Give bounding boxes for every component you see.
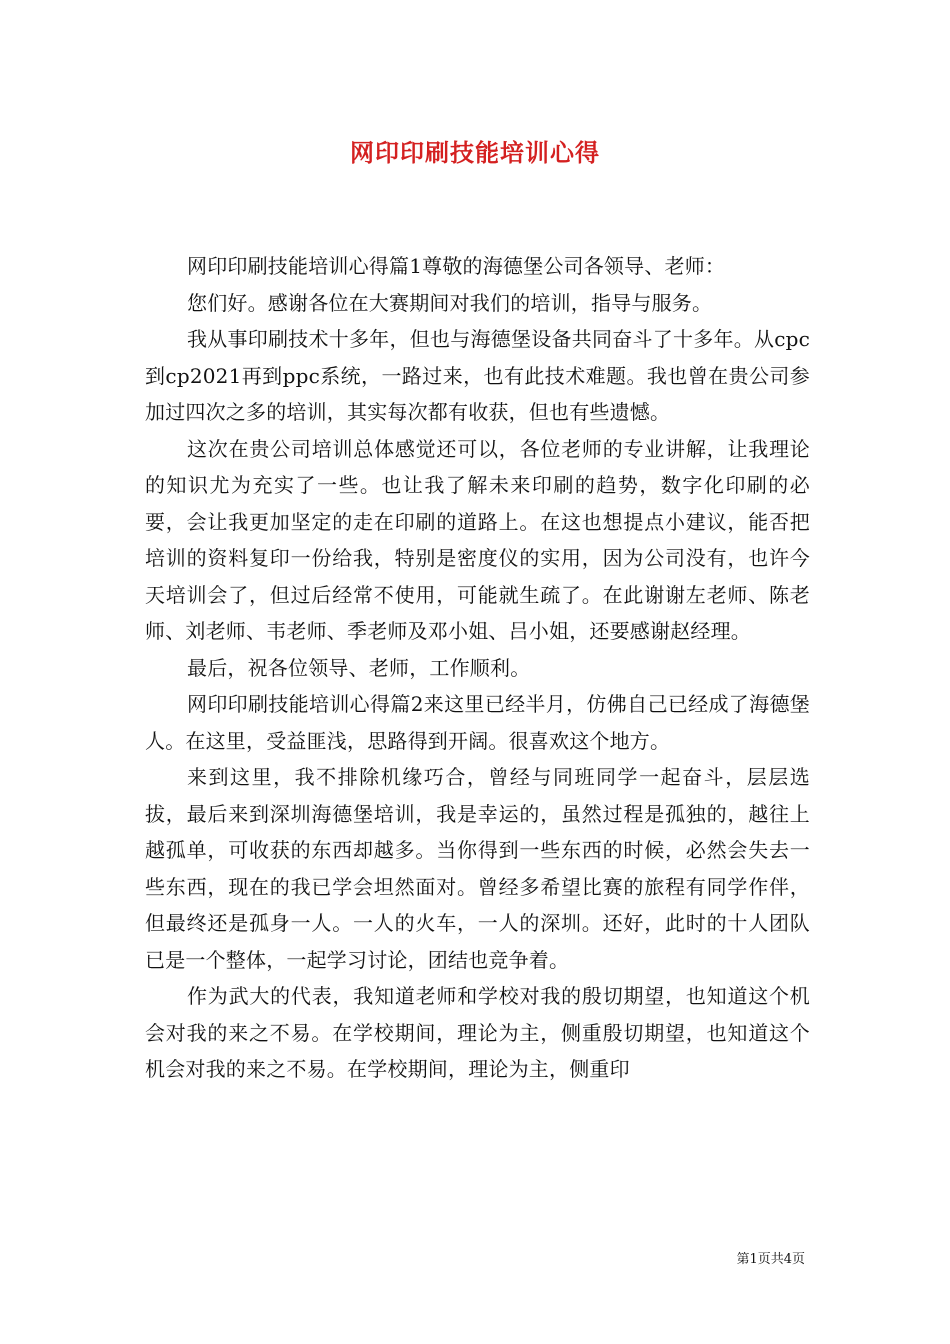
paragraph: 作为武大的代表，我知道老师和学校对我的殷切期望，也知道这个机会对我的来之不易。在学校期间，理论为主，侧重殷切期望，也知道这个机会对我的来之不易。在学校期间，理论为主，侧重印 [145, 984, 810, 1081]
paragraph: 网印印刷技能培训心得篇1尊敬的海德堡公司各领导、老师： [187, 254, 726, 278]
paragraph: 最后，祝各位领导、老师，工作顺利。 [187, 655, 531, 680]
paragraph: 来到这里，我不排除机缘巧合，曾经与同班同学一起奋斗，层层选拔，最后来到深圳海德堡培训，我是幸运的，虽然过程是孤独的，越往上越孤单，可收获的东西却越多。当你得到一些东西的时候，必然会失去一些东西，现在的我已学会坦然面对。曾经多希望比赛的旅程有同学作伴，但最终还是孤身一人。一人的火车，一人的深圳。还好，此时的十人团队已是一个整体，一起学习讨论，团结也竞争着。 [145, 765, 810, 972]
paragraph: 您们好。感谢各位在大赛期间对我们的培训，指导与服务。 [187, 290, 713, 315]
paragraph: 网印印刷技能培训心得篇2来这里已经半月，仿佛自己已经成了海德堡人。在这里，受益匪浅，思路得到开阔。很喜欢这个地方。 [145, 692, 810, 753]
document-title: 网印印刷技能培训心得 [350, 139, 600, 167]
paragraph: 这次在贵公司培训总体感觉还可以，各位老师的专业讲解，让我理论的知识尤为充实了一些。也让我了解未来印刷的趋势，数字化印刷的必要，会让我更加坚定的走在印刷的道路上。在这也想提点小建议，能否把培训的资料复印一份给我，特别是密度仪的实用，因为公司没有，也许今天培训会了，但过后经常不使用，可能就生疏了。在此谢谢左老师、陈老师、刘老师、韦老师、季老师及邓小姐、吕小姐，还要感谢赵经理。 [145, 436, 810, 643]
document-body [145, 248, 810, 1088]
page-number: 第1页共4页 [736, 1252, 805, 1267]
paragraph: 我从事印刷技术十多年，但也与海德堡设备共同奋斗了十多年。从cpc到cp2021再到ppc系统，一路过来，也有此技术难题。我也曾在贵公司参加过四次之多的培训，其实每次都有收获，但也有些遗憾。 [145, 327, 810, 424]
